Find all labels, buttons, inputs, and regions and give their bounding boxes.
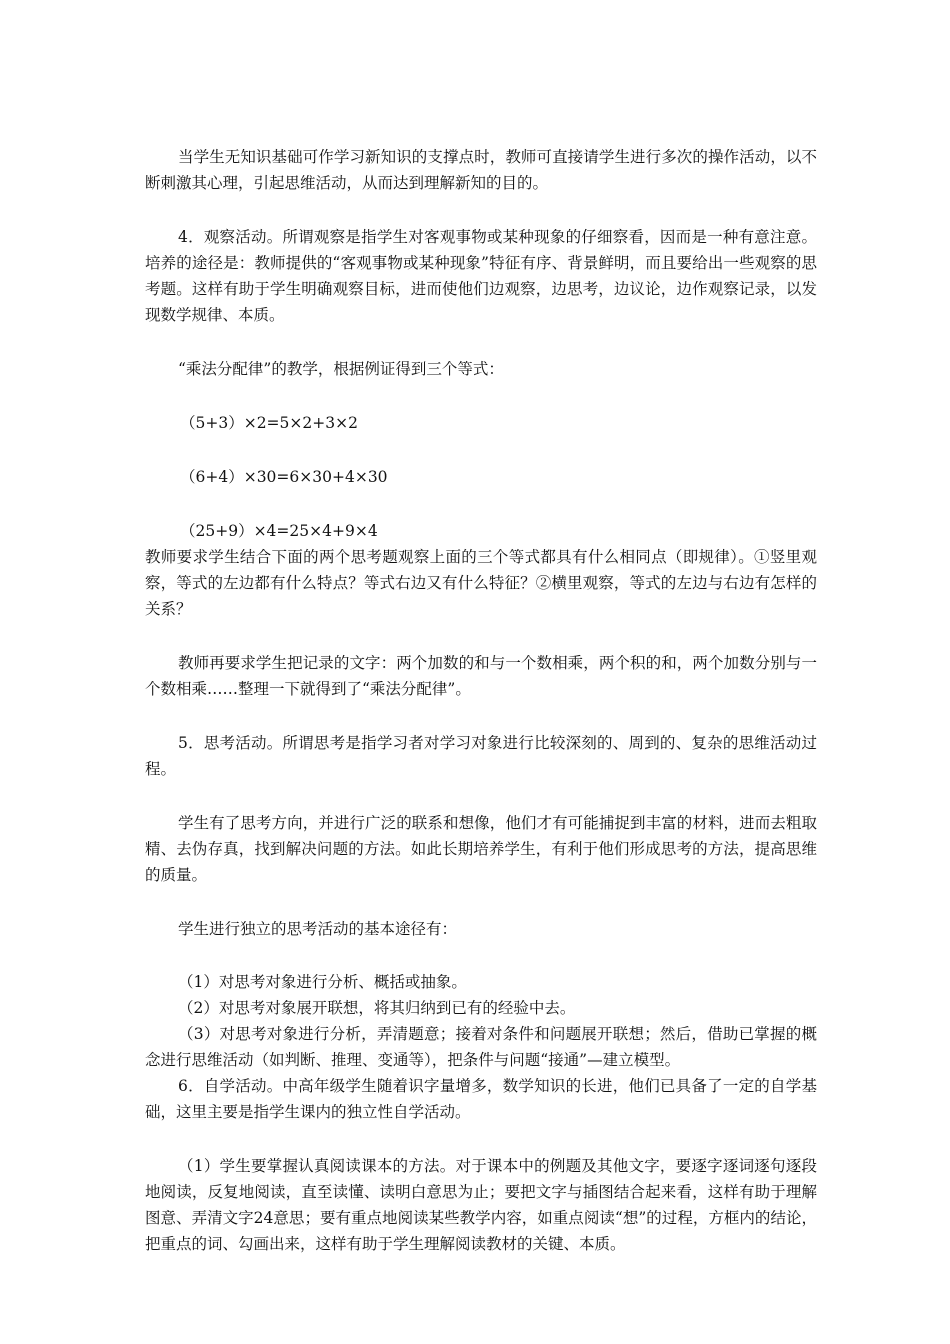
list-item-3: （3）对思考对象进行分析，弄清题意；接着对条件和问题展开联想；然后，借助已掌握的概念进行思维活动（如判断、推理、变通等），把条件与问题“接通”—建立模型。 [145,1025,817,1069]
paragraph-thinking-paths: 学生进行独立的思考活动的基本途径有： [178,920,458,938]
list-item-2: （2）对思考对象展开联想，将其归纳到已有的经验中去。 [178,999,576,1017]
paragraph-observation-activity: 4．观察活动。所谓观察是指学生对客观事物或某种现象的仔细察看，因而是一种有意注意。培养的途径是：教师提供的“客观事物或某种现象”特征有序、背景鲜明，而且要给出一些观察的思考题。这样有助于学生明确观察目标，进而使他们边观察，边思考，边议论，边作观察记录，以发现数学规律、本质。 [145,228,817,324]
paragraph-thinking-direction: 学生有了思考方向，并进行广泛的联系和想像，他们才有可能捕捉到丰富的材料，进而去粗取精、去伪存真，找到解决问题的方法。如此长期培养学生，有利于他们形成思考的方法，提高思维的质量。 [145,814,817,884]
document-body [145,144,817,1257]
paragraph-reading-method: （1）学生要掌握认真阅读课本的方法。对于课本中的例题及其他文字，要逐字逐词逐句逐段地阅读，反复地阅读，直至读懂、读明白意思为止；要把文字与插图结合起来看，这样有助于理解图意、弄清文字24意思；要有重点地阅读某些教学内容，如重点阅读“想”的过程，方框内的结论，把重点的词、勾画出来，这样有助于学生理解阅读教材的关键、本质。 [145,1157,817,1253]
paragraph-operation-summary: 当学生无知识基础可作学习新知识的支撑点时，教师可直接请学生进行多次的操作活动，以不断刺激其心理，引起思维活动，从而达到理解新知的目的。 [145,148,817,192]
paragraph-thinking-activity: 5．思考活动。所谓思考是指学习者对学习对象进行比较深刻的、周到的、复杂的思维活动过程。 [145,734,817,778]
paragraph-observation-questions: 教师要求学生结合下面的两个思考题观察上面的三个等式都具有什么相同点（即规律）。①竖里观察，等式的左边都有什么特点？等式右边又有什么特征？②横里观察，等式的左边与右边有怎样的关系？ [145,548,817,618]
list-item-1: （1）对思考对象进行分析、概括或抽象。 [178,973,467,991]
equation-1: （5+3）×2=5×2+3×2 [180,414,358,432]
paragraph-record-summary: 教师再要求学生把记录的文字：两个加数的和与一个数相乘，两个积的和，两个加数分别与一个数相乘……整理一下就得到了“乘法分配律”。 [145,654,817,698]
paragraph-self-study-activity: 6．自学活动。中高年级学生随着识字量增多，数学知识的长进，他们已具备了一定的自学基础，这里主要是指学生课内的独立性自学活动。 [145,1077,817,1121]
equation-3: （25+9）×4=25×4+9×4 [180,522,378,540]
paragraph-distributive-intro: “乘法分配律”的教学，根据例证得到三个等式： [178,360,504,378]
equation-2: （6+4）×30=6×30+4×30 [180,468,388,486]
